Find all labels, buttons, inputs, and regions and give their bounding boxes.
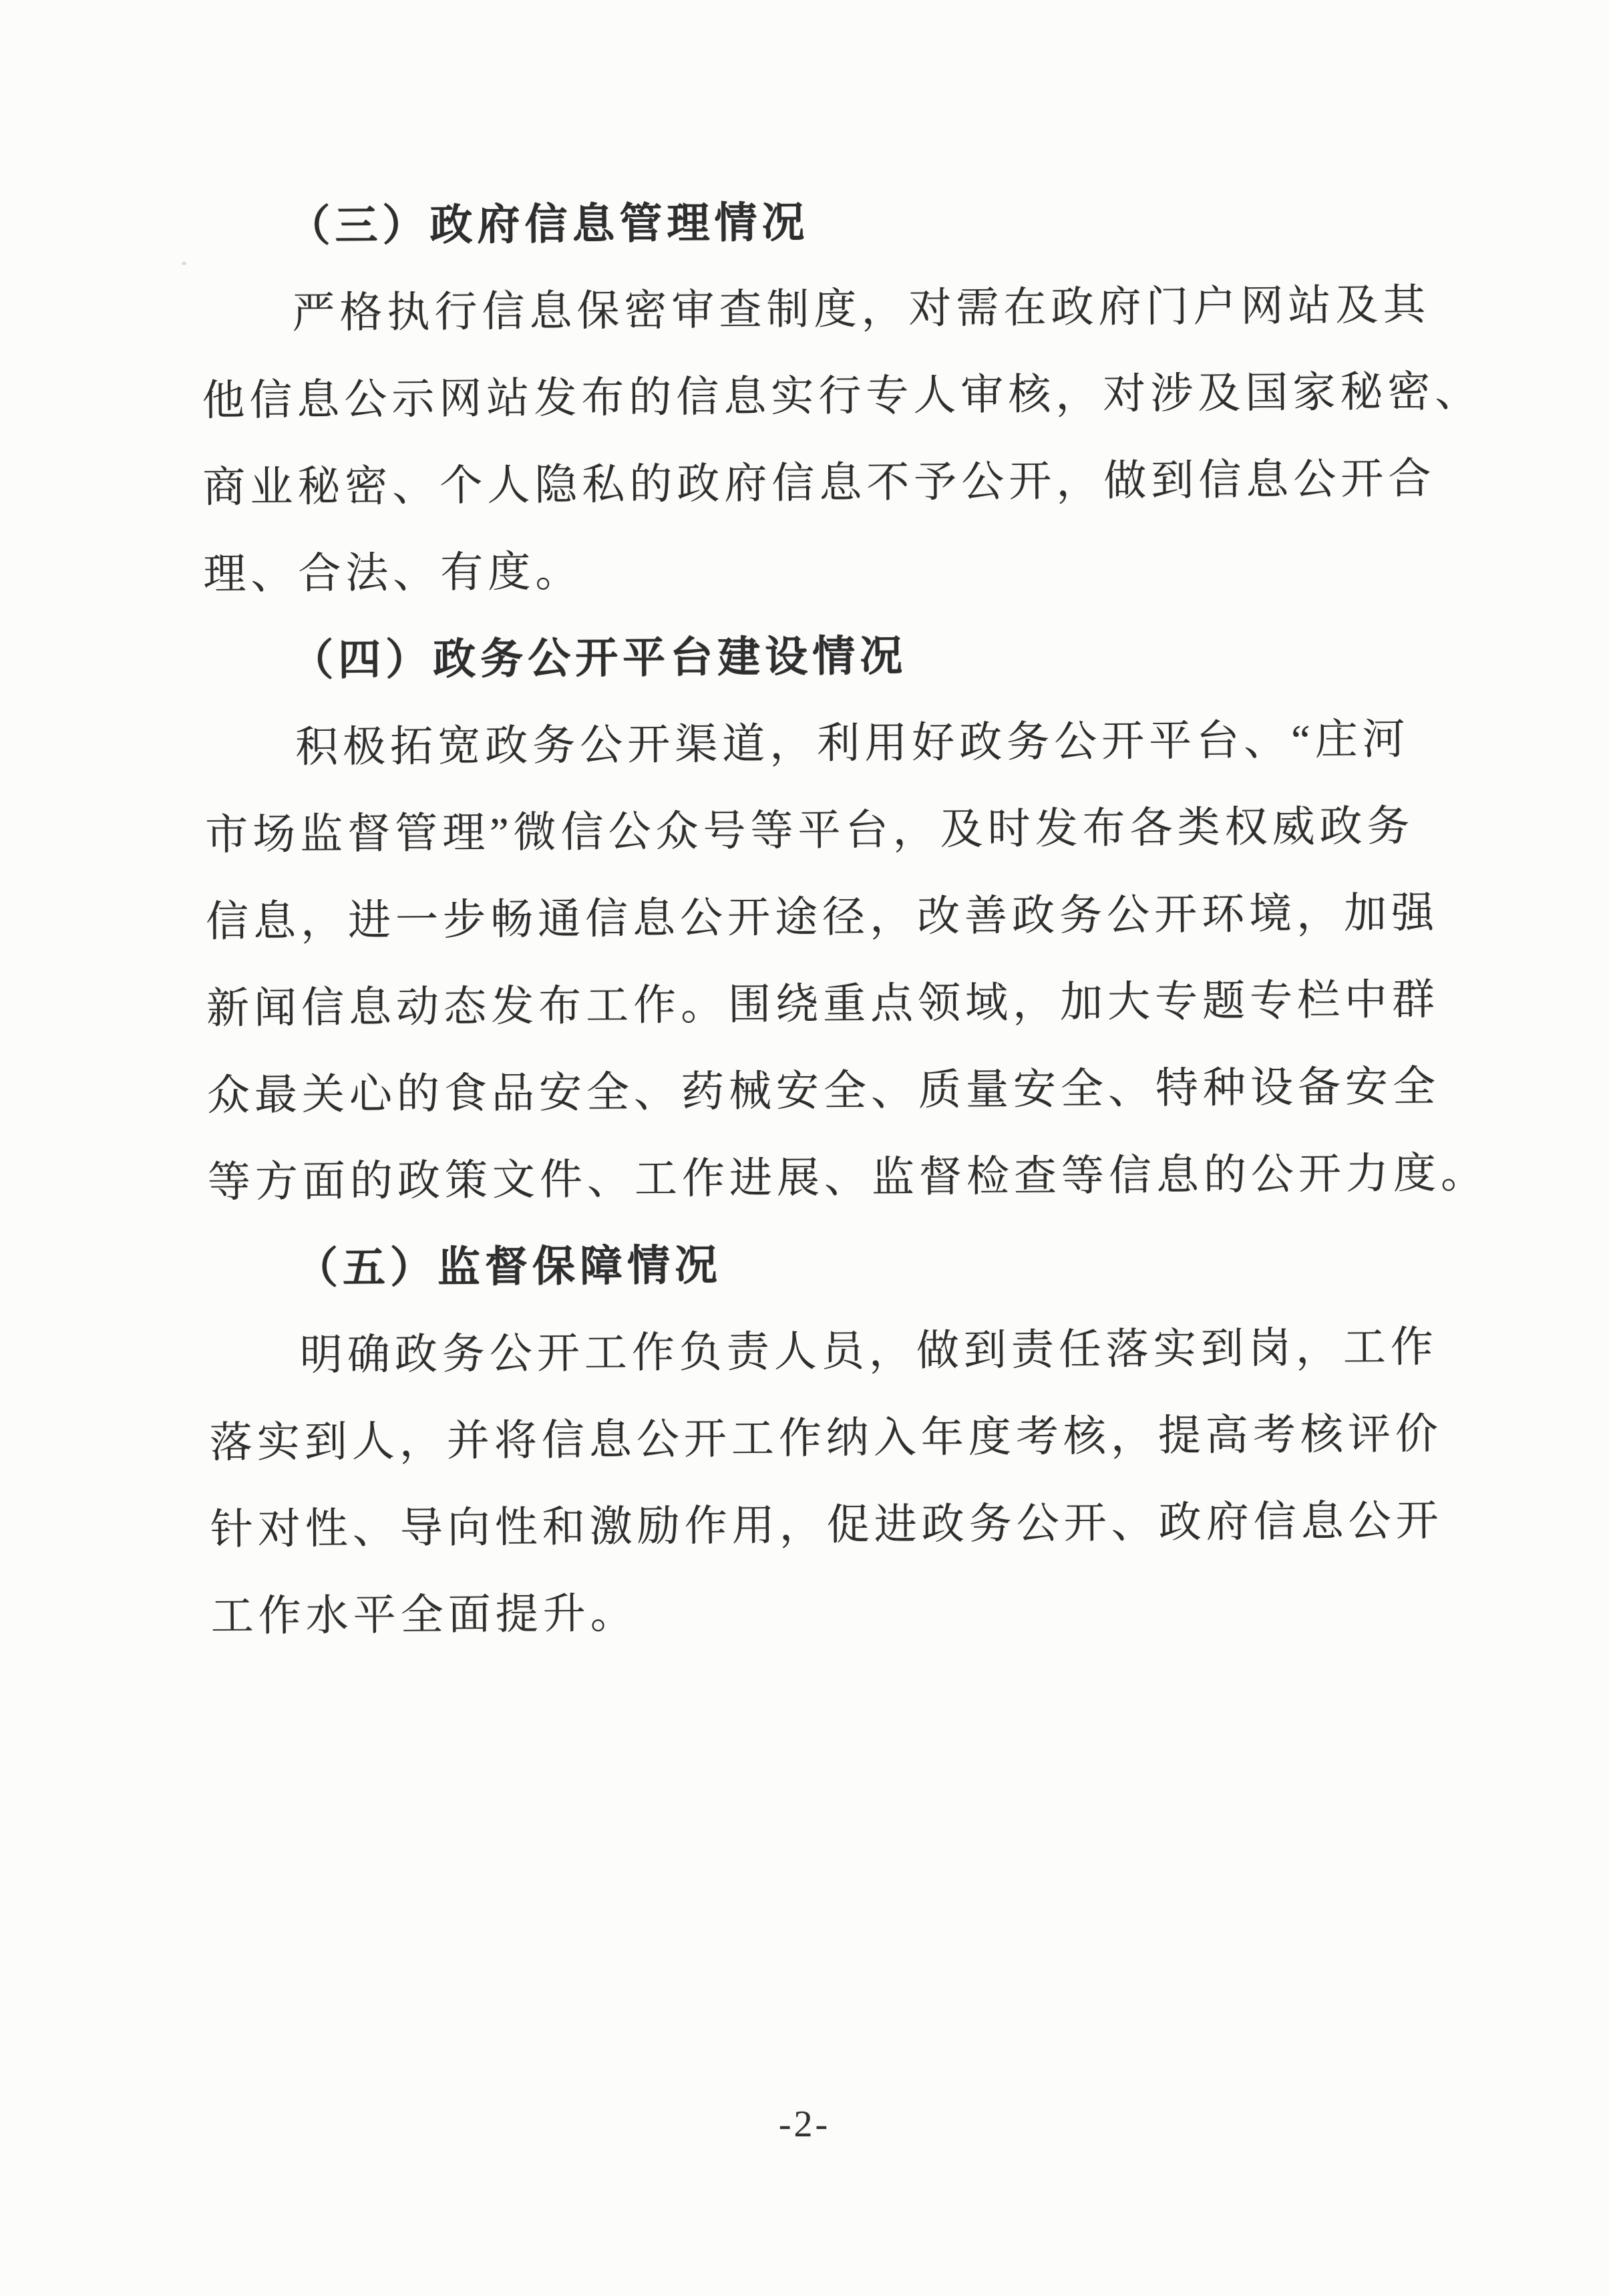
section-heading: （四）政务公开平台建设情况 (291, 632, 908, 685)
text-line: 等方面的政策文件、工作进展、监督检查等信息的公开力度。 (207, 1149, 1489, 1206)
text-line: 他信息公示网站发布的信息实行专人审核，对涉及国家秘密、 (202, 367, 1483, 425)
page-number: -2- (778, 2104, 831, 2145)
text-line: 商业秘密、个人隐私的政府信息不予公开，做到信息公开合 (202, 454, 1436, 512)
text-line: 信息，进一步畅通信息公开途径，改善政务公开环境，加强 (205, 888, 1439, 946)
text-line: 众最关心的食品安全、药械安全、质量安全、特种设备安全 (206, 1062, 1441, 1120)
text-line: 积极拓宽政务公开渠道，利用好政务公开平台、“庄河 (295, 715, 1410, 772)
text-line: 工作水平全面提升。 (210, 1589, 638, 1641)
text-line: 落实到人，并将信息公开工作纳入年度考核，提高考核评价 (209, 1410, 1443, 1467)
text-line: 市场监督管理”微信公众号等平台，及时发布各类权威政务 (204, 802, 1415, 859)
text-line: 新闻信息动态发布工作。围绕重点领域，加大专题专栏中群 (206, 975, 1440, 1033)
text-line: 严格执行信息保密审查制度，对需在政府门户网站及其 (292, 281, 1431, 337)
section-heading: （三）政府信息管理情况 (287, 198, 810, 251)
document-body (200, 174, 1534, 1660)
text-line: 明确政务公开工作负责人员，做到责任落实到岗，工作 (299, 1323, 1439, 1379)
text-line: 针对性、导向性和激励作用，促进政务公开、政府信息公开 (210, 1496, 1444, 1554)
text-line: 理、合法、有度。 (203, 548, 583, 599)
section-heading: （五）监督保障情况 (295, 1241, 723, 1293)
